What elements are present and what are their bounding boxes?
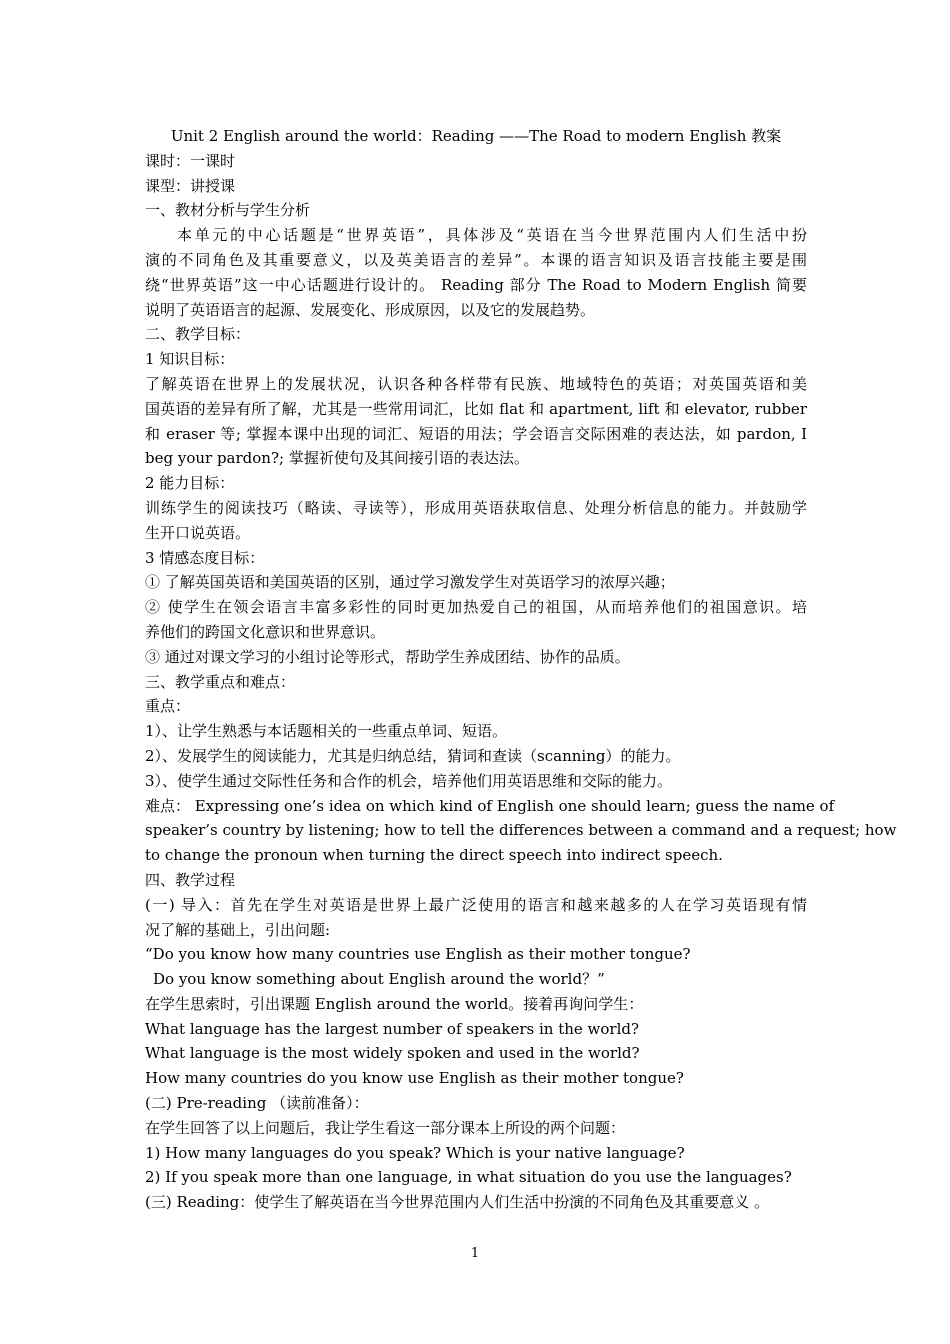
list-item: 1) How many languages do you speak? Which is your native language? bbox=[145, 1143, 685, 1162]
subsection-heading: 重点： bbox=[145, 697, 191, 716]
list-item: ③ 通过对课文学习的小组讨论等形式，帮助学生养成团结、协作的品质。 bbox=[145, 647, 630, 666]
text-line: 说明了英语语言的起源、发展变化、形成原因，以及它的发展趋势。 bbox=[145, 300, 596, 319]
subsection-heading: (三) Reading：使学生了解英语在当今世界范围内人们生活中扮演的不同角色及其重要意义 。 bbox=[145, 1193, 770, 1212]
text-line: 本单元的中心话题是“世界英语”，具体涉及“英语在当今世界范围内人们生活中扮 bbox=[177, 226, 807, 245]
text-line: What language has the largest number of speakers in the world? bbox=[145, 1019, 640, 1038]
text-line: to change the pronoun when turning the direct speech into indirect speech. bbox=[145, 846, 723, 865]
subsection-heading: 3 情感态度目标： bbox=[145, 548, 265, 567]
text-line: 训练学生的阅读技巧（略读、寻读等），形成用英语获取信息、处理分析信息的能力。并鼓励学 bbox=[145, 498, 807, 517]
list-item: 1）、让学生熟悉与本话题相关的一些重点单词、短语。 bbox=[145, 722, 508, 741]
list-item: ① 了解英国英语和美国英语的区别，通过学习激发学生对英语学习的浓厚兴趣； bbox=[145, 573, 675, 592]
text-line: 生开口说英语。 bbox=[145, 523, 251, 542]
text-line: 况了解的基础上，引出问题: bbox=[145, 920, 331, 939]
text-line: What language is the most widely spoken and used in the world? bbox=[145, 1044, 640, 1063]
text-line: 了解英语在世界上的发展状况，认识各种各样带有民族、地域特色的英语；对英国英语和美 bbox=[145, 374, 807, 393]
text-line: 国英语的差异有所了解，尤其是一些常用词汇，比如 flat 和 apartment, lift 和 elevator, rubber bbox=[145, 399, 807, 418]
text-line: speaker’s country by listening; how to tell the differences between a command and a request; how bbox=[145, 821, 897, 840]
subsection-heading: (二) Pre-reading （读前准备）： bbox=[145, 1094, 369, 1113]
text-line: How many countries do you know use English as their mother tongue? bbox=[145, 1069, 684, 1088]
text-line: Do you know something about English around the world？” bbox=[153, 970, 605, 989]
text-line: 难点： Expressing one’s idea on which kind of English one should learn; guess the name of bbox=[145, 796, 835, 815]
text-line: 在学生思索时，引出课题 English around the world。接着再询问学生： bbox=[145, 994, 644, 1013]
text-line: 和 eraser 等; 掌握本课中出现的词汇、短语的用法；学会语言交际困难的表达法，如 pardon, I bbox=[145, 424, 807, 443]
text-line: beg your pardon?; 掌握祈使句及其间接引语的表达法。 bbox=[145, 449, 529, 468]
page-number: 1 bbox=[470, 1246, 480, 1261]
text-line: 演的不同角色及其重要意义，以及英美语言的差异”。本课的语言知识及语言技能主要是围 bbox=[145, 250, 807, 269]
text-line: 养他们的跨国文化意识和世界意识。 bbox=[145, 622, 386, 641]
list-item: 2) If you speak more than one language, in what situation do you use the languages? bbox=[145, 1168, 792, 1187]
subsection-heading: 1 知识目标： bbox=[145, 350, 235, 369]
document-title: Unit 2 English around the world：Reading ——The Road to modern English 教案 bbox=[170, 127, 782, 145]
document-body bbox=[145, 124, 897, 1215]
text-line: 课时：一课时 bbox=[145, 151, 236, 170]
text-line: 在学生回答了以上问题后，我让学生看这一部分课本上所设的两个问题： bbox=[145, 1118, 626, 1137]
text-line: (一) 导入：首先在学生对英语是世界上最广泛使用的语言和越来越多的人在学习英语现有情 bbox=[145, 895, 807, 914]
section-heading: 一、教材分析与学生分析 bbox=[145, 201, 311, 220]
text-line: “Do you know how many countries use English as their mother tongue? bbox=[145, 945, 691, 964]
section-heading: 三、教学重点和难点： bbox=[145, 672, 296, 691]
list-item: 3）、使学生通过交际性任务和合作的机会，培养他们用英语思维和交际的能力。 bbox=[145, 771, 673, 790]
text-line: 绕“世界英语”这一中心话题进行设计的。 Reading 部分 The Road to Modern English 简要 bbox=[145, 275, 807, 294]
section-heading: 二、教学目标： bbox=[145, 325, 251, 344]
list-item: ② 使学生在领会语言丰富多彩性的同时更加热爱自己的祖国，从而培养他们的祖国意识。培 bbox=[145, 598, 807, 617]
subsection-heading: 2 能力目标： bbox=[145, 474, 235, 493]
text-line: 课型：讲授课 bbox=[145, 176, 236, 195]
list-item: 2）、发展学生的阅读能力，尤其是归纳总结，猜词和查读（scanning）的能力。 bbox=[145, 746, 681, 765]
section-heading: 四、教学过程 bbox=[145, 870, 236, 889]
